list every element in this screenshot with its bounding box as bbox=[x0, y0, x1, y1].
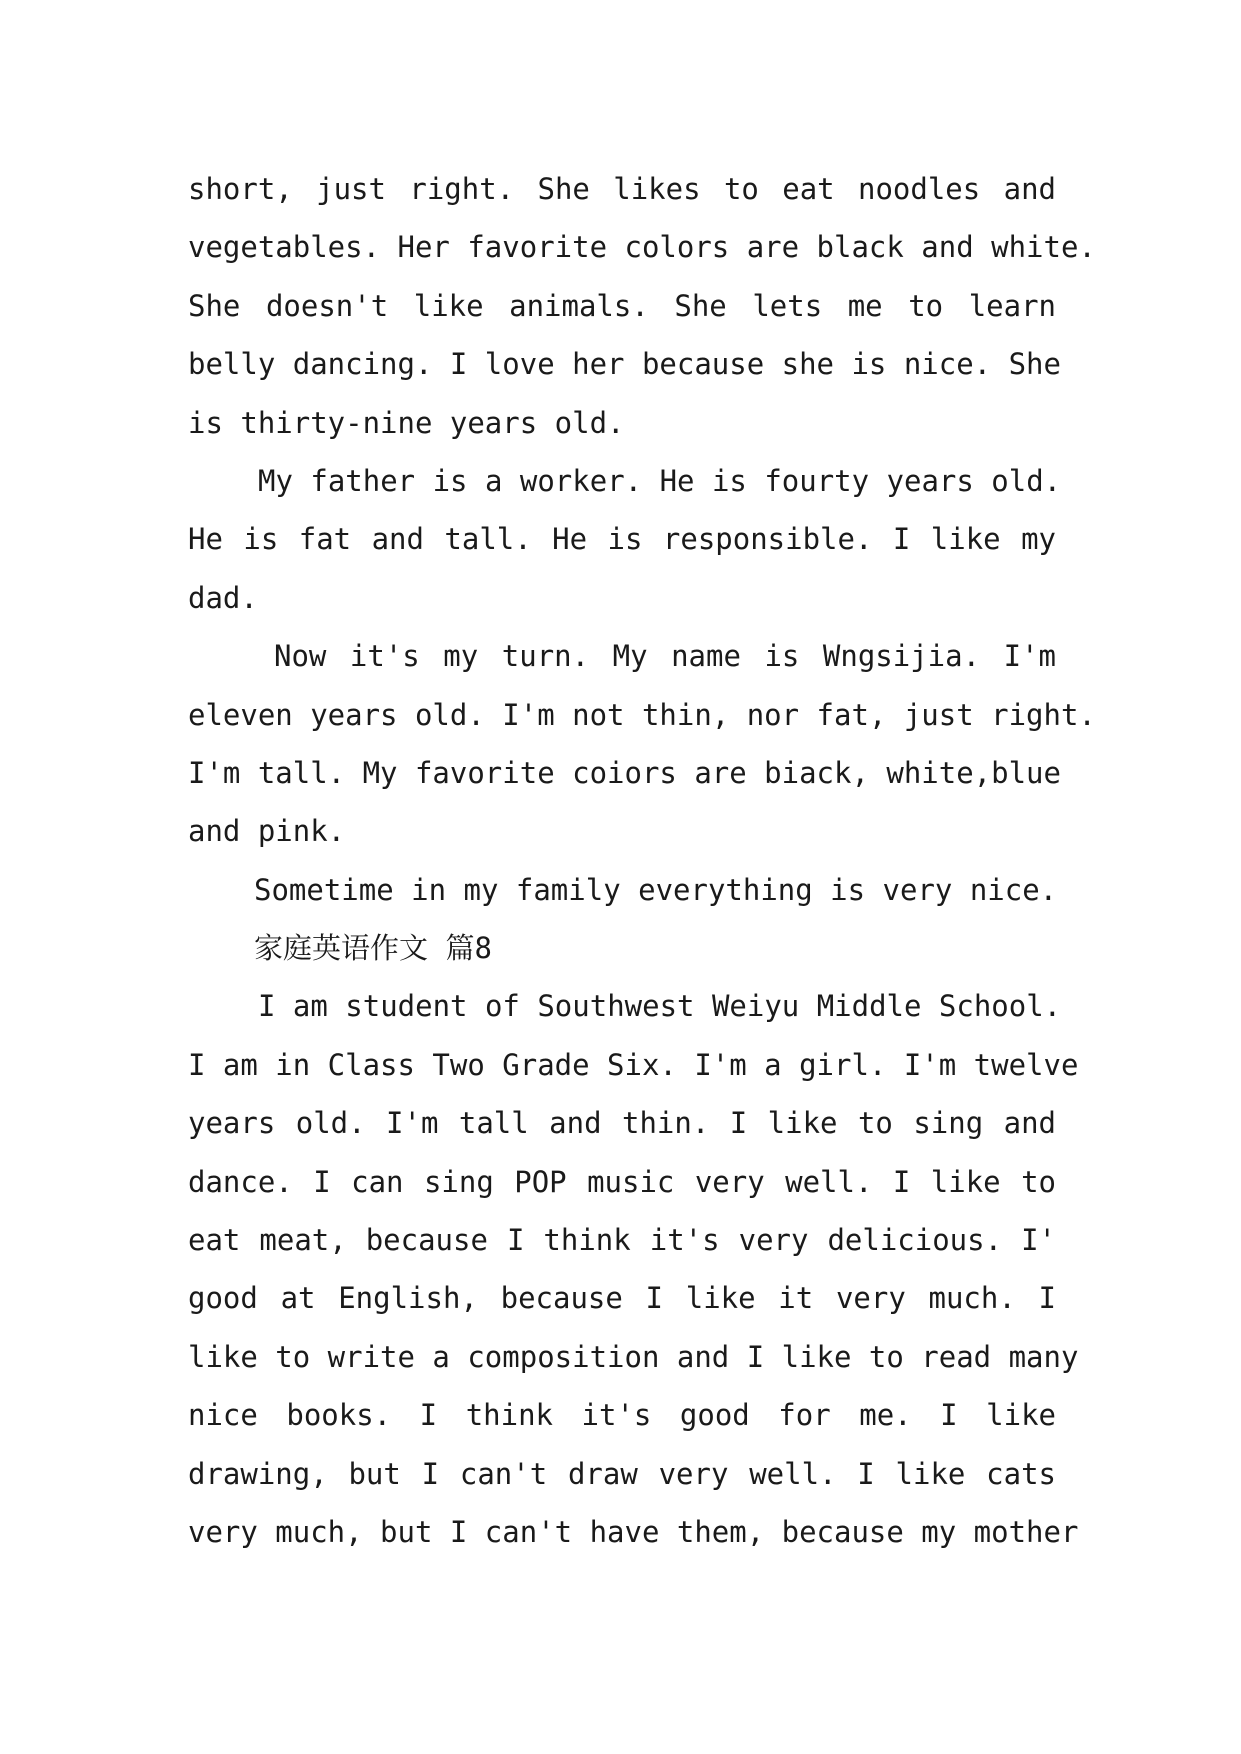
text-line: eleven years old. I'm not thin, nor fat, just right. bbox=[188, 697, 1096, 732]
text-line: dance. I can sing POP music very well. I like to bbox=[188, 1164, 1056, 1199]
paragraph-first-line: My father is a worker. He is fourty years old. bbox=[258, 463, 1062, 498]
text-line: nice books. I think it's good for me. I like bbox=[188, 1398, 1056, 1433]
text-line: eat meat, because I think it's very delicious. I' bbox=[188, 1223, 1056, 1258]
paragraph-first-line: Now it's my turn. My name is Wngsijia. I'm bbox=[274, 639, 1056, 674]
text-line: I'm tall. My favorite coiors are biack, white,blue bbox=[188, 755, 1061, 790]
text-line: is thirty-nine years old. bbox=[188, 405, 625, 440]
section-heading: 家庭英语作文 篇8 bbox=[254, 931, 492, 966]
text-line: dad. bbox=[188, 580, 258, 615]
text-line: years old. I'm tall and thin. I like to sing and bbox=[188, 1106, 1056, 1141]
text-line: short, just right. She likes to eat noodles and bbox=[188, 172, 1056, 206]
text-line: good at English, because I like it very much. I bbox=[188, 1281, 1056, 1316]
document-body bbox=[188, 160, 1096, 1561]
text-line: vegetables. Her favorite colors are black and white. bbox=[188, 230, 1096, 265]
text-line: I am in Class Two Grade Six. I'm a girl. I'm twelve bbox=[188, 1047, 1079, 1082]
text-line: like to write a composition and I like to read many bbox=[188, 1339, 1079, 1374]
text-line: very much, but I can't have them, because my mother bbox=[188, 1514, 1079, 1549]
text-line: and pink. bbox=[188, 814, 346, 849]
paragraph-first-line: Sometime in my family everything is very nice. bbox=[254, 872, 1058, 907]
text-line: He is fat and tall. He is responsible. I like my bbox=[188, 522, 1056, 557]
text-line: belly dancing. I love her because she is nice. She bbox=[188, 347, 1061, 382]
text-line: She doesn't like animals. She lets me to learn bbox=[188, 288, 1056, 323]
text-line: drawing, but I can't draw very well. I like cats bbox=[188, 1456, 1056, 1491]
paragraph-first-line: I am student of Southwest Weiyu Middle School. bbox=[258, 989, 1062, 1024]
